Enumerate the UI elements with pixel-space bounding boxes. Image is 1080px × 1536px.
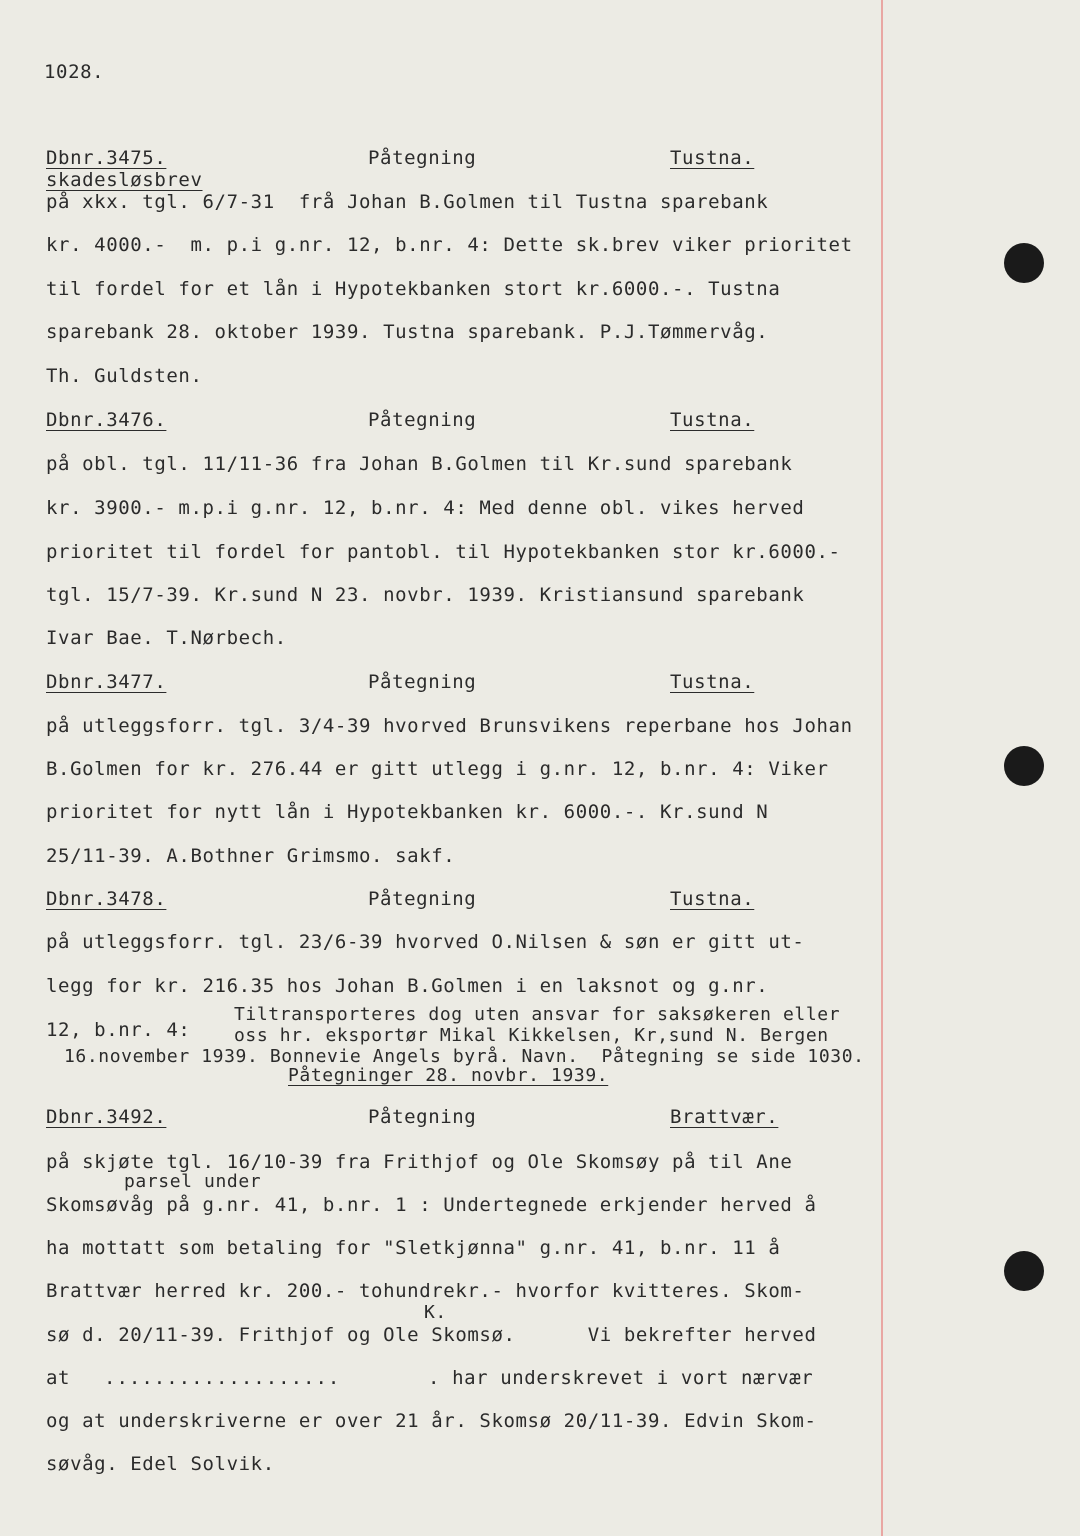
entry-text-line: Skomsøvåg på g.nr. 41, b.nr. 1 : Undertegnede erkjender herved å (46, 1194, 817, 1216)
entry-text-line: legg for kr. 216.35 hos Johan B.Golmen i en laksnot og g.nr. (46, 975, 769, 997)
entry-place: Tustna. (670, 409, 755, 431)
entry-text-line: kr. 3900.- m.p.i g.nr. 12, b.nr. 4: Med denne obl. vikes herved (46, 497, 805, 519)
entry-text-line: ha mottatt som betaling for "Sletkjønna" g.nr. 41, b.nr. 11 å (46, 1237, 781, 1259)
entry-text-line: prioritet til fordel for pantobl. til Hypotekbanken stor kr.6000.- (46, 541, 841, 563)
transfer-note-line: Tiltransporteres dog uten ansvar for saksøkeren eller (234, 1004, 841, 1025)
entry-dbnr: Dbnr.3475. (46, 147, 167, 169)
punch-hole (1004, 1251, 1044, 1291)
entry-type: Påtegning (368, 1106, 477, 1128)
page-number: 1028. (44, 61, 105, 83)
entry-text-line: på xkx. tgl. 6/7-31 frå Johan B.Golmen til Tustna sparebank (46, 191, 769, 213)
entry-dbnr: Dbnr.3476. (46, 409, 167, 431)
entry-text-line: skadesløsbrev (46, 169, 203, 191)
entry-text-line: . har underskrevet i vort nærvær (428, 1367, 814, 1389)
entry-text-line: på skjøte tgl. 16/10-39 fra Frithjof og Ole Skomsøy på til Ane (46, 1151, 793, 1173)
entry-type: Påtegning (368, 671, 477, 693)
punch-hole (1004, 243, 1044, 283)
entry-text-line: på utleggsforr. tgl. 23/6-39 hvorved O.Nilsen & søn er gitt ut- (46, 931, 805, 953)
entry-text-line: og at underskriverne er over 21 år. Skomsø 20/11-39. Edvin Skom- (46, 1410, 817, 1432)
entry-dbnr: Dbnr.3492. (46, 1106, 167, 1128)
transfer-note-line: oss hr. eksportør Mikal Kikkelsen, Kr,sund N. Bergen (234, 1025, 829, 1046)
entry-text-line: til fordel for et lån i Hypotekbanken stort kr.6000.-. Tustna (46, 278, 781, 300)
margin-rule (881, 0, 883, 1536)
entry-text-line: Brattvær herred kr. 200.- tohundrekr.- hvorfor kvitteres. Skom- (46, 1280, 805, 1302)
section-heading: Påtegninger 28. novbr. 1939. (288, 1065, 609, 1086)
entry-text-line: sø d. 20/11-39. Frithjof og Ole Skomsø. Vi bekrefter herved (46, 1324, 817, 1346)
entry-text-line: sparebank 28. oktober 1939. Tustna sparebank. P.J.Tømmervåg. (46, 321, 769, 343)
entry-text-line: prioritet for nytt lån i Hypotekbanken kr. 6000.-. Kr.sund N (46, 801, 769, 823)
entry-type: Påtegning (368, 147, 477, 169)
entry-place: Tustna. (670, 671, 755, 693)
entry-text-line: tgl. 15/7-39. Kr.sund N 23. novbr. 1939. Kristiansund sparebank (46, 584, 805, 606)
entry-text-line: på utleggsforr. tgl. 3/4-39 hvorved Brunsvikens reperbane hos Johan (46, 715, 853, 737)
entry-dbnr: Dbnr.3477. (46, 671, 167, 693)
entry-text-line: søvåg. Edel Solvik. (46, 1453, 275, 1475)
entry-place: Tustna. (670, 147, 755, 169)
signature-blank: ................... (104, 1367, 341, 1389)
entry-type: Påtegning (368, 409, 477, 431)
entry-text-line: at (46, 1367, 71, 1389)
interlinear-insert: parsel under (124, 1171, 262, 1192)
entry-text-line: kr. 4000.- m. p.i g.nr. 12, b.nr. 4: Dette sk.brev viker prioritet (46, 234, 853, 256)
entry-dbnr: Dbnr.3478. (46, 888, 167, 910)
entry-text-line: på obl. tgl. 11/11-36 fra Johan B.Golmen til Kr.sund sparebank (46, 453, 793, 475)
entry-text-line: 12, b.nr. 4: (46, 1019, 191, 1041)
entry-text-line: B.Golmen for kr. 276.44 er gitt utlegg i g.nr. 12, b.nr. 4: Viker (46, 758, 829, 780)
entry-place: Brattvær. (670, 1106, 779, 1128)
entry-text-line: Th. Guldsten. (46, 365, 203, 387)
transfer-note-line: 16.november 1939. Bonnevie Angels byrå. Navn. Påtegning se side 1030. (64, 1046, 865, 1067)
entry-text-line: Ivar Bae. T.Nørbech. (46, 627, 287, 649)
entry-type: Påtegning (368, 888, 477, 910)
entry-text-line: 25/11-39. A.Bothner Grimsmo. sakf. (46, 845, 456, 867)
entry-place: Tustna. (670, 888, 755, 910)
punch-hole (1004, 746, 1044, 786)
interlinear-insert: K. (424, 1302, 447, 1323)
